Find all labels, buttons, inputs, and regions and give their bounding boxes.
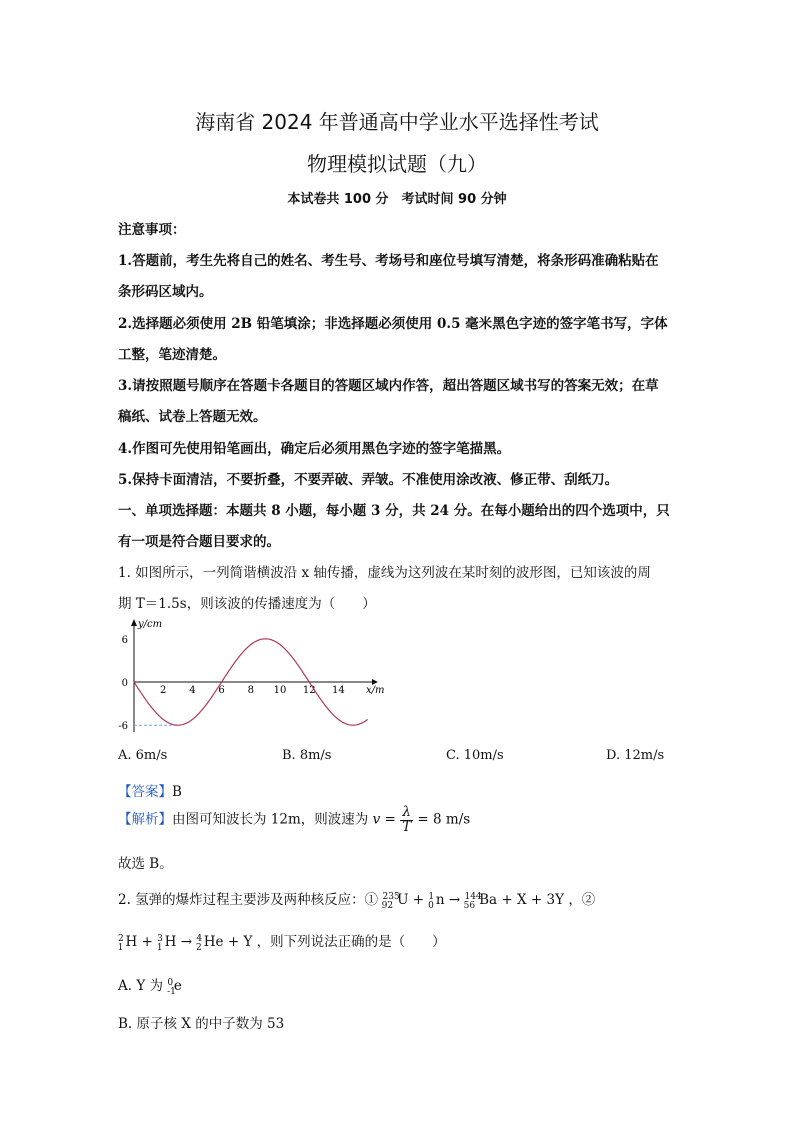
q2-question: ，则下列说法正确的是（ ） [256, 934, 446, 950]
y-tick-label: 6 [121, 634, 128, 646]
q2-circle-2: ，② [568, 892, 596, 908]
answer-label: 【答案】 [118, 784, 172, 800]
nuclide-e: $^0_{-1}$e [167, 977, 182, 997]
x-tick-label: 2 [160, 685, 167, 696]
note-line: 3.请按照题号顺序在答题卡各题目的答题区域内作答，超出答题区域书写的答案无效；在草 [118, 378, 659, 394]
formula-numerator: λ [400, 806, 413, 821]
analysis-line [118, 806, 470, 834]
formula-denominator: T [402, 818, 412, 835]
note-line: 2.选择题必须使用 2B 铅笔填涂；非选择题必须使用 0.5 毫米黑色字迹的签字笔书写，字体 [118, 316, 668, 332]
q2-option-a: A. Y 为 $^0_{-1}$e [118, 977, 182, 997]
x-tick-label: 4 [189, 685, 196, 696]
analysis-label: 【解析】 [118, 811, 172, 828]
question-1-stem-cont: 期 T＝1.5s，则该波的传播速度为（ ） [118, 596, 376, 612]
option-c: C. 10m/s [446, 748, 504, 763]
x-tick-label: 12 [302, 685, 316, 696]
y-axis-arrow [131, 619, 137, 626]
note-line: 5.保持卡面清洁，不要折叠，不要弄破、弄皱。不准使用涂改液、修正带、刮纸刀。 [118, 472, 619, 488]
nuclide-he: $^4_2$ He [196, 933, 224, 953]
answer-line [118, 780, 182, 800]
question-1-stem: 1. 如图所示，一列简谐横波沿 x 轴传播，虚线为这列波在某时刻的波形图，已知该波的周 [118, 565, 651, 581]
q2-prefix: 2. 氢弹的爆炸过程主要涉及两种核反应：① [118, 892, 379, 908]
section-heading: 一、单项选择题：本题共 8 小题，每小题 3 分，共 24 分。在每小题给出的四个选项中，只 [118, 503, 670, 519]
nuclide-h3: $^3_1$ H [156, 933, 177, 953]
note-line: 条形码区域内。 [118, 284, 213, 300]
y-axis-label: y/cm [138, 619, 163, 630]
question-2-reaction-2: $^2_1$ H + $^3_1$ H → $^4_2$ He + Y ，则下列说法正确的是（ ） [117, 933, 446, 953]
note-line: 1.答题前，考生先将自己的姓名、考生号、考场号和座位号填写清楚，将条形码准确粘贴在 [118, 253, 659, 269]
section-heading-cont: 有一项是符合题目要求的。 [118, 534, 280, 550]
products: + X + 3Y [501, 892, 565, 908]
x-axis-label: x/m [365, 685, 385, 696]
exam-subtitle: 物理模拟试题（九） [307, 152, 487, 176]
wave-chart [112, 616, 385, 740]
formula-fraction [400, 806, 413, 834]
nuclide-h2: $^2_1$ H [117, 933, 138, 953]
note-line: 4.作图可先使用铅笔画出，确定后必须用黑色字迹的签字笔描黑。 [118, 441, 511, 457]
notes-heading: 注意事项： [118, 222, 186, 238]
nuclide-n: $^1_0$ n [428, 891, 445, 911]
option-b: B. 8m/s [282, 748, 332, 763]
y-tick-label: -6 [118, 721, 128, 733]
note-line: 稿纸、试卷上答题无效。 [118, 409, 267, 425]
conclusion-line: 故选 B。 [118, 856, 173, 872]
formula-result: = 8 m/s [417, 811, 471, 828]
x-tick-label: 10 [273, 685, 287, 696]
option-d: D. 12m/s [606, 748, 665, 763]
note-line: 工整，笔迹清楚。 [118, 347, 226, 363]
q2-option-b: B. 原子核 X 的中子数为 53 [118, 1016, 285, 1032]
option-a: A. 6m/s [118, 748, 168, 763]
exam-title: 海南省 2024 年普通高中学业水平选择性考试 [195, 110, 599, 134]
nuclide-u: $^{235}_{92}$ U [381, 891, 409, 911]
exam-info: 本试卷共 100 分 考试时间 90 分钟 [287, 192, 507, 207]
nuclide-ba: $^{144}_{56}$ Ba [463, 891, 498, 911]
answer-value: B [172, 784, 182, 800]
x-tick-label: 8 [247, 685, 254, 696]
formula-v: v = [372, 811, 396, 828]
x-tick-label: 6 [218, 685, 225, 696]
plus-sign: + [412, 892, 425, 908]
y-tick-label: 0 [121, 678, 128, 689]
x-tick-label: 14 [332, 685, 345, 696]
analysis-text: 由图可知波长为 12m，则波速为 [172, 811, 369, 828]
arrow: → [448, 892, 461, 908]
question-2-stem [118, 888, 595, 911]
